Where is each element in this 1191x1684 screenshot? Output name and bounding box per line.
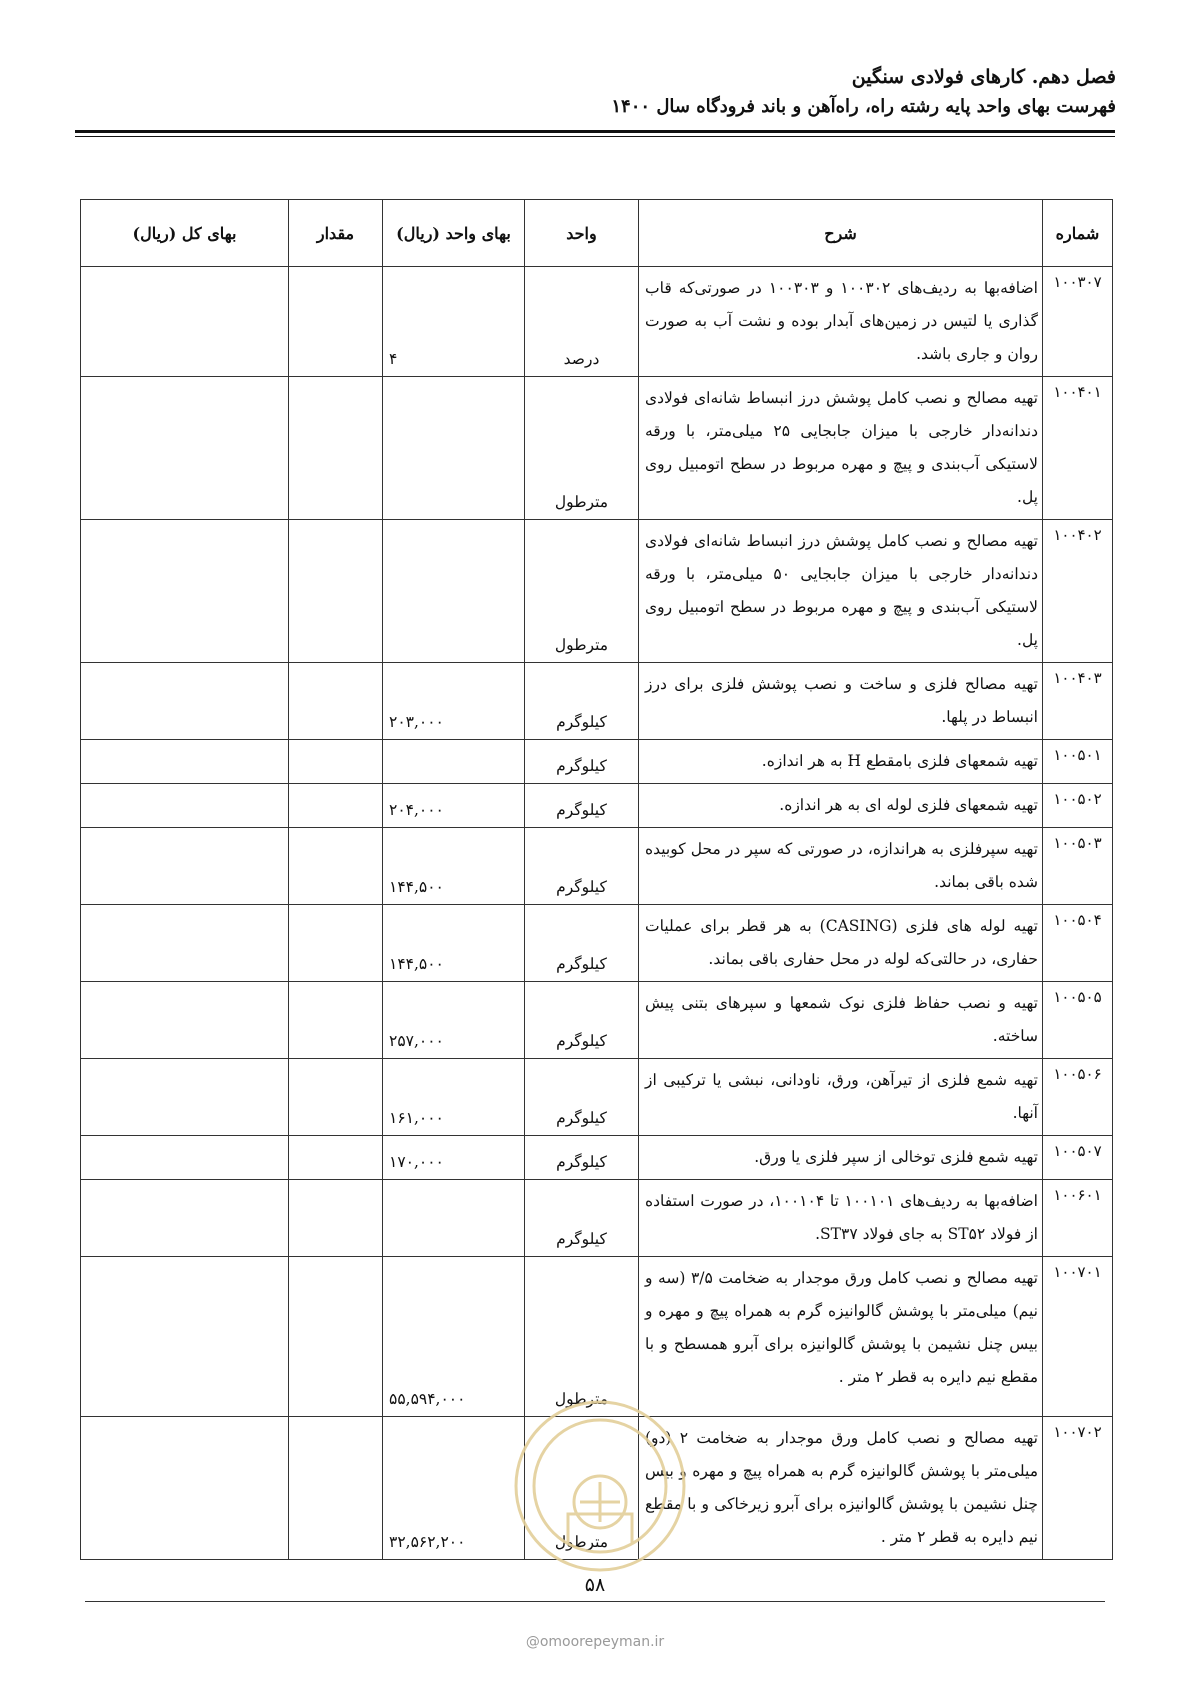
item-description: تهیه لوله های فلزی (CASING) به هر قطر برای عملیات حفاری، در حالتی‌که لوله در محل حفاری باقی بماند.	[639, 905, 1043, 982]
column-header-code: شماره	[1043, 200, 1113, 267]
item-quantity	[289, 740, 383, 784]
item-code: ۱۰۰۷۰۲	[1043, 1417, 1113, 1560]
item-unit-price: ۲۵۷,۰۰۰	[383, 982, 525, 1059]
table-row	[81, 377, 1113, 520]
document-subtitle: فهرست بهای واحد پایه رشته راه، راه‌آهن و باند فرودگاه سال ۱۴۰۰	[611, 96, 1116, 117]
item-description: اضافه‌بها به ردیف‌های ۱۰۰۱۰۱ تا ۱۰۰۱۰۴، در صورت استفاده از فولاد ST۵۲ به جای فولاد ST۳۷.	[639, 1180, 1043, 1257]
item-total-price	[81, 520, 289, 663]
item-unit-price: ۱۴۴,۵۰۰	[383, 905, 525, 982]
table-row	[81, 740, 1113, 784]
item-total-price	[81, 740, 289, 784]
item-unit: مترطول	[525, 1257, 639, 1417]
item-unit: کیلوگرم	[525, 663, 639, 740]
item-total-price	[81, 1257, 289, 1417]
price-table	[80, 199, 1113, 1560]
item-total-price	[81, 982, 289, 1059]
item-quantity	[289, 828, 383, 905]
item-total-price	[81, 1417, 289, 1560]
item-total-price	[81, 1136, 289, 1180]
item-code: ۱۰۰۵۰۱	[1043, 740, 1113, 784]
item-code: ۱۰۰۵۰۵	[1043, 982, 1113, 1059]
item-code: ۱۰۰۵۰۴	[1043, 905, 1113, 982]
table-row	[81, 784, 1113, 828]
item-quantity	[289, 1417, 383, 1560]
item-quantity	[289, 1136, 383, 1180]
item-unit: کیلوگرم	[525, 982, 639, 1059]
item-description: تهیه شمعهای فلزی لوله ای به هر اندازه.	[639, 784, 1043, 828]
item-quantity	[289, 267, 383, 377]
item-unit: مترطول	[525, 520, 639, 663]
item-unit: کیلوگرم	[525, 740, 639, 784]
item-unit: کیلوگرم	[525, 828, 639, 905]
table-header-row	[81, 200, 1113, 267]
item-total-price	[81, 377, 289, 520]
item-unit: درصد	[525, 267, 639, 377]
item-unit-price: ۵۵,۵۹۴,۰۰۰	[383, 1257, 525, 1417]
header-rule-thin	[75, 136, 1115, 137]
table-row	[81, 1257, 1113, 1417]
table-row	[81, 905, 1113, 982]
item-unit-price: ۱۴۴,۵۰۰	[383, 828, 525, 905]
item-description: تهیه شمع فلزی توخالی از سپر فلزی یا ورق.	[639, 1136, 1043, 1180]
item-description: تهیه مصالح و نصب کامل پوشش درز انبساط شانه‌ای فولادی دندانه‌دار خارجی با میزان جابجایی ۵۰ میلی‌متر، با ورقه لاستیکی آب‌بندی و پیچ و مهره مربوط در سطح اتومبیل روی پل.	[639, 520, 1043, 663]
item-code: ۱۰۰۴۰۲	[1043, 520, 1113, 663]
column-header-quantity: مقدار	[289, 200, 383, 267]
item-code: ۱۰۰۵۰۳	[1043, 828, 1113, 905]
item-unit-price: ۳۲,۵۶۲,۲۰۰	[383, 1417, 525, 1560]
column-header-unit: واحد	[525, 200, 639, 267]
item-total-price	[81, 663, 289, 740]
item-code: ۱۰۰۵۰۷	[1043, 1136, 1113, 1180]
website-watermark: @omoorepeyman.ir	[525, 1634, 665, 1650]
table-row	[81, 982, 1113, 1059]
item-code: ۱۰۰۶۰۱	[1043, 1180, 1113, 1257]
item-unit: مترطول	[525, 377, 639, 520]
item-unit: کیلوگرم	[525, 905, 639, 982]
header-rule-thick	[75, 130, 1115, 133]
item-quantity	[289, 377, 383, 520]
item-code: ۱۰۰۵۰۲	[1043, 784, 1113, 828]
item-total-price	[81, 784, 289, 828]
table-row	[81, 1136, 1113, 1180]
item-unit-price	[383, 1180, 525, 1257]
item-total-price	[81, 905, 289, 982]
footer-rule	[85, 1601, 1105, 1602]
item-total-price	[81, 267, 289, 377]
item-quantity	[289, 784, 383, 828]
page-header	[76, 62, 1116, 122]
item-total-price	[81, 1180, 289, 1257]
item-description: تهیه شمعهای فلزی بامقطع H به هر اندازه.	[639, 740, 1043, 784]
column-header-description: شرح	[639, 200, 1043, 267]
item-description: تهیه مصالح و نصب کامل ورق موجدار به ضخامت ۳/۵ (سه و نیم) میلی‌متر با پوشش گالوانیزه گرم به همراه پیچ و مهره و بیس چنل نشیمن با پوشش گالوانیزه برای آبرو همسطح و با مقطع نیم دایره به قطر ۲ متر .	[639, 1257, 1043, 1417]
item-unit: مترطول	[525, 1417, 639, 1560]
item-unit: کیلوگرم	[525, 784, 639, 828]
table-row	[81, 1180, 1113, 1257]
item-unit-price	[383, 520, 525, 663]
item-description: تهیه مصالح و نصب کامل ورق موجدار به ضخامت ۲ (دو) میلی‌متر با پوشش گالوانیزه گرم به همراه پیچ و مهره و بیس چنل نشیمن با پوشش گالوانیزه برای آبرو زیرخاکی و با مقطع نیم دایره به قطر ۲ متر .	[639, 1417, 1043, 1560]
item-description: تهیه سپرفلزی به هراندازه، در صورتی که سپر در محل کوبیده شده باقی بماند.	[639, 828, 1043, 905]
watermark-seal-icon	[508, 1394, 692, 1584]
item-unit-price: ۱۶۱,۰۰۰	[383, 1059, 525, 1136]
item-code: ۱۰۰۳۰۷	[1043, 267, 1113, 377]
item-description: تهیه شمع فلزی از تیرآهن، ورق، ناودانی، نبشی یا ترکیبی از آنها.	[639, 1059, 1043, 1136]
item-unit-price: ۲۰۴,۰۰۰	[383, 784, 525, 828]
table-row	[81, 267, 1113, 377]
table-row	[81, 663, 1113, 740]
item-unit-price: ۲۰۳,۰۰۰	[383, 663, 525, 740]
item-quantity	[289, 520, 383, 663]
item-unit: کیلوگرم	[525, 1059, 639, 1136]
item-code: ۱۰۰۴۰۳	[1043, 663, 1113, 740]
item-unit-price	[383, 377, 525, 520]
table-row	[81, 520, 1113, 663]
item-quantity	[289, 905, 383, 982]
item-total-price	[81, 828, 289, 905]
item-quantity	[289, 1180, 383, 1257]
table-row	[81, 1059, 1113, 1136]
item-unit-price	[383, 740, 525, 784]
item-unit-price: ۴	[383, 267, 525, 377]
item-code: ۱۰۰۵۰۶	[1043, 1059, 1113, 1136]
chapter-title: فصل دهم. کارهای فولادی سنگین	[851, 66, 1116, 88]
column-header-unit-price: بهای واحد (ریال)	[383, 200, 525, 267]
column-header-total-price: بهای کل (ریال)	[81, 200, 289, 267]
page-number: ۵۸	[584, 1574, 606, 1596]
item-code: ۱۰۰۷۰۱	[1043, 1257, 1113, 1417]
item-description: تهیه و نصب حفاظ فلزی نوک شمعها و سپرهای بتنی پیش ساخته.	[639, 982, 1043, 1059]
item-unit: کیلوگرم	[525, 1136, 639, 1180]
item-quantity	[289, 1257, 383, 1417]
item-unit-price: ۱۷۰,۰۰۰	[383, 1136, 525, 1180]
item-quantity	[289, 982, 383, 1059]
item-description: تهیه مصالح و نصب کامل پوشش درز انبساط شانه‌ای فولادی دندانه‌دار خارجی با میزان جابجایی ۲۵ میلی‌متر، با ورقه لاستیکی آب‌بندی و پیچ و مهره مربوط در سطح اتومبیل روی پل.	[639, 377, 1043, 520]
item-code: ۱۰۰۴۰۱	[1043, 377, 1113, 520]
item-unit: کیلوگرم	[525, 1180, 639, 1257]
table-row	[81, 828, 1113, 905]
item-quantity	[289, 663, 383, 740]
item-description: تهیه مصالح فلزی و ساخت و نصب پوشش فلزی برای درز انبساط در پلها.	[639, 663, 1043, 740]
item-description: اضافه‌بها به ردیف‌های ۱۰۰۳۰۲ و ۱۰۰۳۰۳ در صورتی‌که قاب گذاری یا لتیس در زمین‌های آبدار بوده و نشت آب به صورت روان و جاری باشد.	[639, 267, 1043, 377]
item-quantity	[289, 1059, 383, 1136]
item-total-price	[81, 1059, 289, 1136]
